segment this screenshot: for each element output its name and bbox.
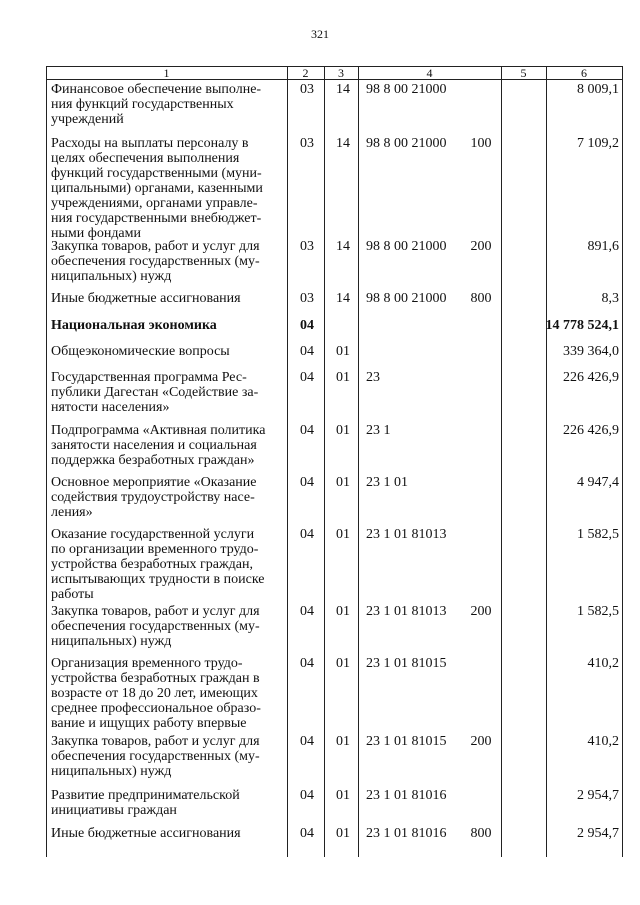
amount-value: 891,6 [587,239,619,254]
amount-value: 1 582,5 [577,604,619,619]
expense-type-code: 100 [470,136,492,151]
section-code: 04 [300,475,314,490]
subsection-code: 14 [336,136,350,151]
target-article-code: 23 1 01 81016 [366,826,447,841]
section-code: 04 [300,370,314,385]
target-article-code: 23 1 01 81016 [366,788,447,803]
subsection-code: 01 [336,527,350,542]
header-cell: 5 [520,66,527,80]
row-name: Закупка товаров, работ и услуг для обеспечения государственных (му- ниципальных) нужд [51,734,260,779]
section-code: 03 [300,291,314,306]
subsection-code: 01 [336,656,350,671]
amount-value: 1 582,5 [577,527,619,542]
section-code: 04 [300,527,314,542]
target-article-code: 23 1 01 81013 [366,527,447,542]
column-divider [287,67,288,857]
row-name: Основное мероприятие «Оказание содействия трудоустройству насе- ления» [51,475,257,520]
section-code: 04 [300,734,314,749]
header-cell: 2 [302,66,309,80]
table-border-left [46,67,47,857]
row-name: Оказание государственной услуги по организации временного трудо- устройства безработных граждан, испытывающих трудности в поиске работы [51,527,265,602]
amount-value: 14 778 524,1 [545,318,619,333]
target-article-code: 98 8 00 21000 [366,82,447,97]
amount-value: 7 109,2 [577,136,619,151]
subsection-code: 14 [336,82,350,97]
section-code: 04 [300,788,314,803]
section-code: 03 [300,239,314,254]
section-code: 03 [300,136,314,151]
target-article-code: 23 [366,370,380,385]
subsection-code: 01 [336,788,350,803]
section-code: 04 [300,423,314,438]
amount-value: 410,2 [587,656,619,671]
amount-value: 4 947,4 [577,475,619,490]
target-article-code: 98 8 00 21000 [366,239,447,254]
column-divider [358,67,359,857]
header-cell: 6 [581,66,587,80]
amount-value: 226 426,9 [563,423,619,438]
row-name: Государственная программа Рес- публики Дагестан «Содействие за- нятости населения» [51,370,259,415]
expense-type-code: 800 [470,291,492,306]
subsection-code: 01 [336,370,350,385]
row-name: Подпрограмма «Активная политика занятости населения и социальная поддержка безработных граждан» [51,423,266,468]
row-name: Иные бюджетные ассигнования [51,291,241,306]
target-article-code: 23 1 01 81013 [366,604,447,619]
expense-type-code: 200 [470,734,492,749]
target-article-code: 98 8 00 21000 [366,136,447,151]
target-article-code: 98 8 00 21000 [366,291,447,306]
row-name: Развитие предпринимательской инициативы граждан [51,788,240,818]
section-code: 04 [300,826,314,841]
subsection-code: 01 [336,475,350,490]
page-number: 321 [311,27,329,41]
subsection-code: 14 [336,291,350,306]
expense-type-code: 200 [470,239,492,254]
amount-value: 8 009,1 [577,82,619,97]
amount-value: 410,2 [587,734,619,749]
row-name: Финансовое обеспечение выполне- ния функций государственных учреждений [51,82,262,127]
section-code: 04 [300,604,314,619]
amount-value: 8,3 [601,291,619,306]
section-code: 04 [300,344,314,359]
row-name: Закупка товаров, работ и услуг для обеспечения государственных (му- ниципальных) нужд [51,239,260,284]
header-cell: 4 [426,66,433,80]
subsection-code: 14 [336,239,350,254]
header-cell: 1 [163,66,170,80]
expense-type-code: 800 [470,826,492,841]
table-header [46,67,623,80]
section-code: 04 [300,318,314,333]
row-name: Закупка товаров, работ и услуг для обеспечения государственных (му- ниципальных) нужд [51,604,260,649]
section-code: 03 [300,82,314,97]
row-name: Общеэкономические вопросы [51,344,230,359]
target-article-code: 23 1 01 81015 [366,734,447,749]
amount-value: 2 954,7 [577,826,619,841]
budget-table [46,66,623,841]
table-border-right [622,67,623,857]
amount-value: 339 364,0 [563,344,619,359]
expense-type-code: 200 [470,604,492,619]
subsection-code: 01 [336,734,350,749]
row-name: Национальная экономика [51,318,217,333]
amount-value: 2 954,7 [577,788,619,803]
header-cell: 3 [338,66,344,80]
target-article-code: 23 1 [366,423,391,438]
row-name: Организация временного трудо- устройства безработных граждан в возрасте от 18 до 20 лет, имеющих среднее профессиональное образо- вание и ищущих работу впервые [51,656,261,731]
subsection-code: 01 [336,826,350,841]
subsection-code: 01 [336,344,350,359]
amount-value: 226 426,9 [563,370,619,385]
target-article-code: 23 1 01 [366,475,408,490]
target-article-code: 23 1 01 81015 [366,656,447,671]
row-name: Иные бюджетные ассигнования [51,826,241,841]
subsection-code: 01 [336,423,350,438]
subsection-code: 01 [336,604,350,619]
column-divider [324,67,325,857]
section-code: 04 [300,656,314,671]
row-name: Расходы на выплаты персоналу в целях обеспечения выполнения функций государственными (муни- ципальными) органами, казенными учреждениями, органами управле- ния государственными внебюджет- ными фондами [51,136,263,241]
